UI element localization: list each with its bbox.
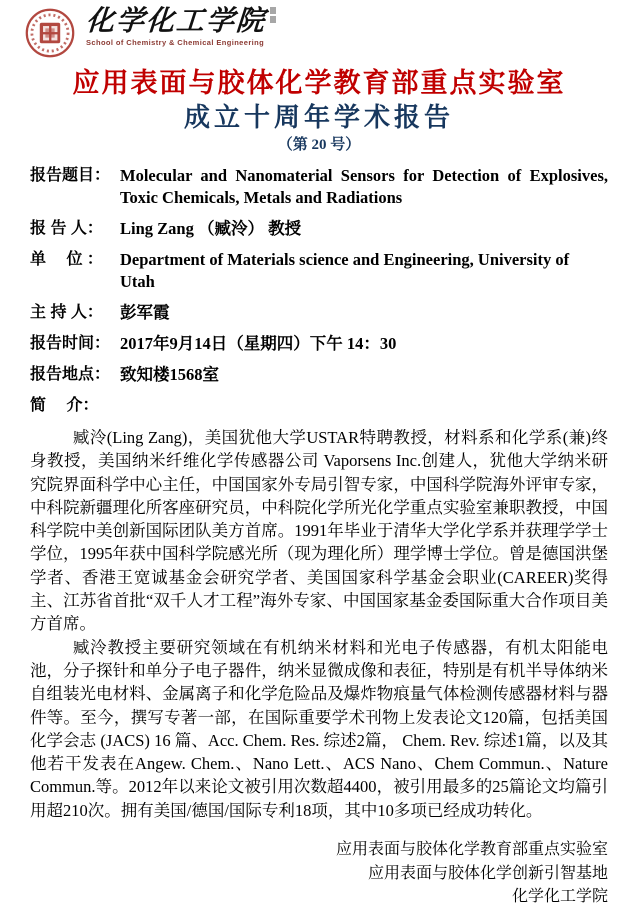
issue-number: （第 20 号） — [277, 137, 361, 153]
field-row-time — [30, 333, 608, 355]
biography-paragraph-1: 臧泠(Ling Zang)，美国犹他大学USTAR特聘教授，材料系和化学系(兼)终身教授，美国纳米纤维化学传感器公司 Vaporsens Inc.创建人，犹他大学纳米研究院界面科学中心主任，中国国家外专局引智专家，中国科学院海外评审专家，中科院新疆理化所客座研究员，中科院化学所光化学重点实验室兼职教授，中国科学院中美创新国际团队美方首席。1991年毕业于清华大学化学系并获理学学士学位，1995年获中国科学院感光所（现为理化所）理学博士学位。曾是德国洪堡学者、香港王宽诚基金会研究学者、美国国家科学基金会职业(CAREER)奖得主、江苏省首批“双千人才工程”海外专家、中国国家基金委国际重大合作项目美方首席。 — [30, 428, 608, 634]
organizer-line-lab: 应用表面与胶体化学教育部重点实验室 — [335, 841, 608, 859]
field-row-affiliation — [30, 249, 608, 293]
logo-title: 化学化工学院 — [84, 6, 268, 37]
page-title-anniversary: 成立十周年学术报告 — [183, 102, 454, 132]
field-row-intro-label — [30, 395, 608, 417]
field-row-topic — [30, 165, 608, 209]
field-value-host: 彭军霞 — [120, 303, 170, 322]
field-label-affiliation: 单 位 ： — [30, 251, 103, 268]
logo-text — [86, 7, 266, 47]
field-value-speaker: Ling Zang （臧泠） 教授 — [120, 219, 302, 238]
organizer-signatures — [30, 838, 608, 909]
organizer-line-base: 应用表面与胶体化学创新引智基地 — [367, 864, 608, 882]
organizer-line-school: 化学化工学院 — [511, 888, 608, 906]
biography-paragraph-2: 臧泠教授主要研究领域在有机纳米材料和光电子传感器，有机太阳能电池，分子探针和单分子电子器件，纳米显微成像和表征，特别是有机半导体纳米自组装光电材料、金属离子和化学危险品及爆炸物痕量气体检测传感器材料与器件等。至今，撰写专著一部，在国际重要学术刊物上发表论文120篇，包括美国化学会志 (JACS) 16 篇、Acc. Chem. Res. 综述2篇， Chem. Rev. 综述1篇，以及其他若干发表在Angew. Chem.、Nano Lett.、ACS Nano、Chem Commun.、Nature Commun.等。2012年以来论文被引用次数超4400，被引用最多的25篇论文均篇引用超210次。拥有美国/德国/国际专利18项，其中10多项已经成功转化。 — [30, 637, 608, 820]
field-value-location: 致知楼1568室 — [120, 365, 219, 384]
field-value-time: 2017年9月14日（星期四）下午 14：30 — [120, 334, 397, 353]
page-title-lab: 应用表面与胶体化学教育部重点实验室 — [72, 68, 566, 98]
field-label-time: 报告时间： — [30, 335, 111, 352]
logo-side-mark — [270, 7, 277, 25]
field-value-topic: Molecular and Nanomaterial Sensors for Detection of Explosives, Toxic Chemicals, Metals and Radiations — [120, 166, 608, 207]
field-label-host: 主 持 人： — [30, 304, 103, 321]
field-label-speaker: 报 告 人： — [30, 220, 103, 237]
field-label-topic: 报告题目： — [30, 167, 111, 184]
header-logo — [24, 5, 608, 59]
field-label-intro: 简 介： — [30, 397, 99, 414]
logo-subtitle: School of Chemistry & Chemical Engineering — [86, 38, 265, 47]
university-seal-icon — [24, 7, 76, 59]
field-row-host — [30, 302, 608, 324]
field-row-location — [30, 364, 608, 386]
field-label-location: 报告地点： — [30, 366, 111, 383]
speaker-biography — [30, 426, 608, 822]
seminar-info — [30, 165, 608, 417]
field-value-affiliation: Department of Materials science and Engineering, University of Utah — [120, 250, 570, 291]
field-row-speaker — [30, 218, 608, 240]
